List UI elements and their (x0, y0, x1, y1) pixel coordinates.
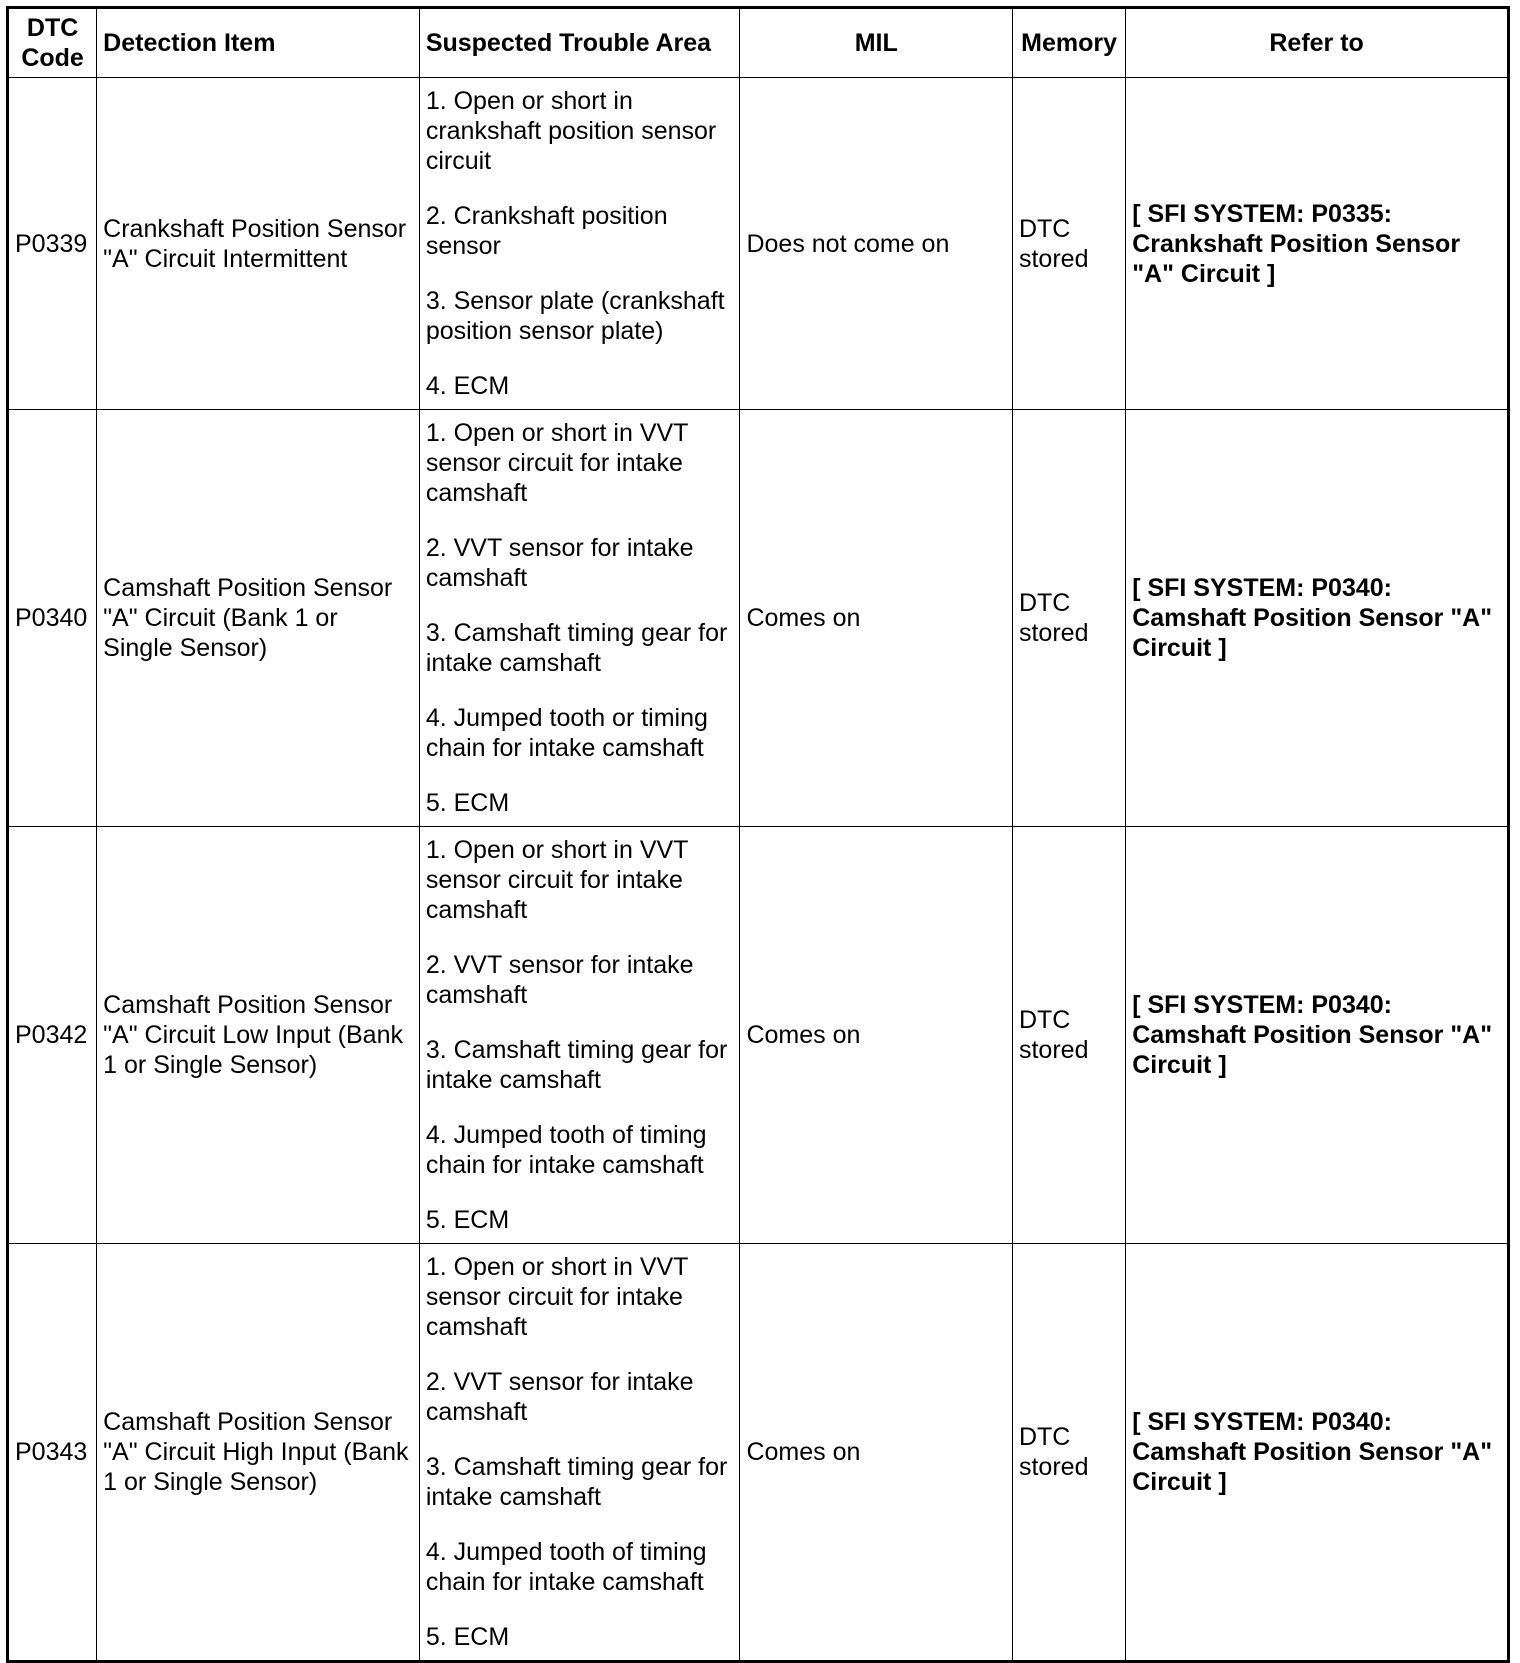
refer-to-cell: [ SFI SYSTEM: P0340: Camshaft Position Sensor "A" Circuit ] (1126, 1244, 1509, 1662)
trouble-area-item: 3. Sensor plate (crankshaft position sensor plate) (425, 287, 725, 345)
header-suspected-trouble-area: Suspected Trouble Area (419, 8, 740, 78)
memory-cell: DTC stored (1012, 78, 1125, 410)
table-row (8, 78, 1509, 410)
header-dtc-code: DTC Code (8, 8, 97, 78)
mil-cell: Comes on (740, 827, 1013, 1244)
trouble-area-cell (419, 1244, 740, 1662)
header-detection-item: Detection Item (97, 8, 420, 78)
table-row (8, 1244, 1509, 1662)
trouble-area-item: 3. Camshaft timing gear for intake camshaft (425, 1036, 728, 1094)
trouble-area-item: 2. VVT sensor for intake camshaft (425, 1368, 694, 1426)
trouble-area-item: 1. Open or short in crankshaft position sensor circuit (425, 87, 717, 175)
table-row (8, 410, 1509, 827)
trouble-area-item: 3. Camshaft timing gear for intake camshaft (425, 1453, 728, 1511)
dtc-code-cell: P0339 (8, 78, 97, 410)
memory-cell: DTC stored (1012, 1244, 1125, 1662)
trouble-area-item: 2. VVT sensor for intake camshaft (425, 951, 694, 1009)
header-mil: MIL (740, 8, 1013, 78)
detection-item-cell: Camshaft Position Sensor "A" Circuit Low Input (Bank 1 or Single Sensor) (97, 827, 420, 1244)
trouble-area-item: 4. ECM (425, 372, 510, 400)
detection-item-cell: Crankshaft Position Sensor "A" Circuit Intermittent (97, 78, 420, 410)
trouble-area-item: 1. Open or short in VVT sensor circuit for intake camshaft (425, 836, 688, 924)
mil-cell: Does not come on (740, 78, 1013, 410)
trouble-area-item: 5. ECM (425, 789, 510, 817)
trouble-area-cell (419, 410, 740, 827)
header-refer-to: Refer to (1126, 8, 1509, 78)
memory-cell: DTC stored (1012, 410, 1125, 827)
dtc-code-cell: P0343 (8, 1244, 97, 1662)
dtc-code-cell: P0340 (8, 410, 97, 827)
mil-cell: Comes on (740, 1244, 1013, 1662)
trouble-area-cell (419, 827, 740, 1244)
table-row (8, 827, 1509, 1244)
trouble-area-item: 5. ECM (425, 1206, 510, 1234)
table-header-row (8, 8, 1509, 78)
trouble-area-item: 1. Open or short in VVT sensor circuit for intake camshaft (425, 1253, 688, 1341)
refer-to-cell: [ SFI SYSTEM: P0335: Crankshaft Position Sensor "A" Circuit ] (1126, 78, 1509, 410)
trouble-area-item: 2. Crankshaft position sensor (425, 202, 668, 260)
detection-item-cell: Camshaft Position Sensor "A" Circuit (Bank 1 or Single Sensor) (97, 410, 420, 827)
dtc-code-cell: P0342 (8, 827, 97, 1244)
trouble-area-item: 4. Jumped tooth of timing chain for intake camshaft (425, 1121, 707, 1179)
refer-to-cell: [ SFI SYSTEM: P0340: Camshaft Position Sensor "A" Circuit ] (1126, 410, 1509, 827)
trouble-area-item: 4. Jumped tooth of timing chain for intake camshaft (425, 1538, 707, 1596)
trouble-area-item: 5. ECM (425, 1623, 510, 1651)
header-memory: Memory (1012, 8, 1125, 78)
trouble-area-item: 4. Jumped tooth or timing chain for intake camshaft (425, 704, 708, 762)
refer-to-cell: [ SFI SYSTEM: P0340: Camshaft Position Sensor "A" Circuit ] (1126, 827, 1509, 1244)
dtc-table (6, 6, 1510, 1663)
trouble-area-cell (419, 78, 740, 410)
trouble-area-item: 1. Open or short in VVT sensor circuit for intake camshaft (425, 419, 688, 507)
trouble-area-item: 2. VVT sensor for intake camshaft (425, 534, 694, 592)
trouble-area-item: 3. Camshaft timing gear for intake camshaft (425, 619, 728, 677)
mil-cell: Comes on (740, 410, 1013, 827)
memory-cell: DTC stored (1012, 827, 1125, 1244)
detection-item-cell: Camshaft Position Sensor "A" Circuit High Input (Bank 1 or Single Sensor) (97, 1244, 420, 1662)
